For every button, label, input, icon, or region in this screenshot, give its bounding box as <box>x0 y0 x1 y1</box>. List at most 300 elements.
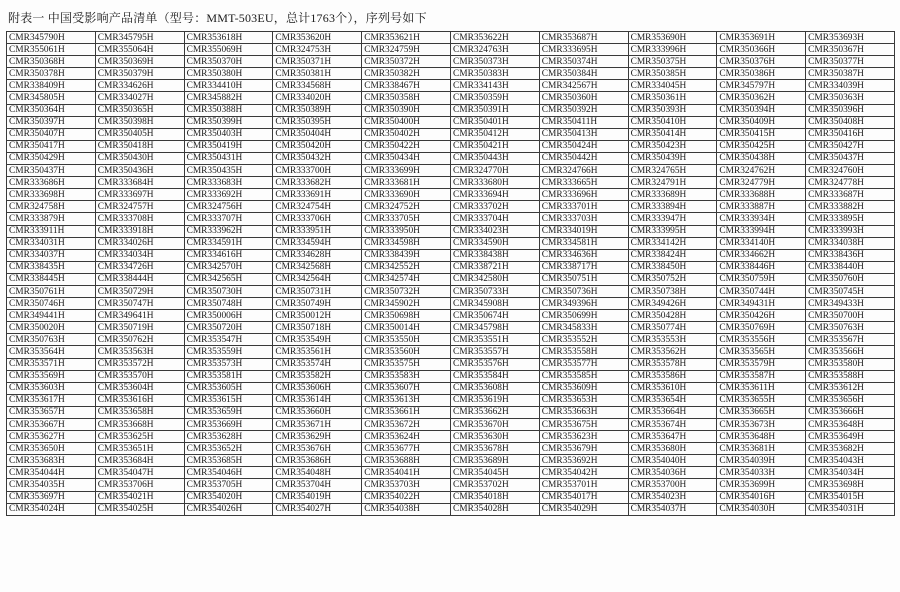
serial-cell: CMR345805H <box>7 92 96 104</box>
serial-cell: CMR353692H <box>539 455 628 467</box>
table-row <box>7 346 895 358</box>
serial-cell: CMR334726H <box>95 261 184 273</box>
serial-cell: CMR353659H <box>184 406 273 418</box>
table-row <box>7 479 895 491</box>
serial-cell: CMR350418H <box>95 140 184 152</box>
serial-cell: CMR354041H <box>362 467 451 479</box>
serial-cell: CMR353611H <box>717 382 806 394</box>
serial-cell: CMR350387H <box>806 68 895 80</box>
serial-cell: CMR350359H <box>450 92 539 104</box>
serial-cell: CMR350367H <box>806 44 895 56</box>
serial-cell: CMR354017H <box>539 491 628 503</box>
serial-cell: CMR333962H <box>184 225 273 237</box>
serial-cell: CMR350719H <box>95 322 184 334</box>
serial-cell: CMR353706H <box>95 479 184 491</box>
serial-cell: CMR350377H <box>806 56 895 68</box>
serial-cell: CMR350443H <box>450 152 539 164</box>
serial-cell: CMR334026H <box>95 237 184 249</box>
serial-table-body <box>7 32 895 516</box>
serial-cell: CMR350424H <box>539 140 628 152</box>
serial-cell: CMR350762H <box>95 334 184 346</box>
serial-cell: CMR350408H <box>806 116 895 128</box>
serial-cell: CMR353582H <box>273 370 362 382</box>
serial-cell: CMR353556H <box>717 334 806 346</box>
serial-cell: CMR350400H <box>362 116 451 128</box>
serial-cell: CMR353572H <box>95 358 184 370</box>
serial-cell: CMR353559H <box>184 346 273 358</box>
serial-cell: CMR333995H <box>628 225 717 237</box>
serial-cell: CMR354045H <box>450 467 539 479</box>
serial-cell: CMR345908H <box>450 298 539 310</box>
serial-cell: CMR353607H <box>362 382 451 394</box>
serial-cell: CMR349396H <box>539 298 628 310</box>
serial-cell: CMR350401H <box>450 116 539 128</box>
serial-cell: CMR354048H <box>273 467 362 479</box>
serial-cell: CMR350425H <box>717 140 806 152</box>
serial-cell: CMR353608H <box>450 382 539 394</box>
serial-cell: CMR350362H <box>717 92 806 104</box>
serial-cell: CMR338717H <box>539 261 628 273</box>
table-row <box>7 503 895 515</box>
serial-cell: CMR334034H <box>95 249 184 261</box>
serial-cell: CMR333687H <box>806 189 895 201</box>
serial-cell: CMR350014H <box>362 322 451 334</box>
serial-cell: CMR333704H <box>450 213 539 225</box>
table-row <box>7 370 895 382</box>
serial-cell: CMR353564H <box>7 346 96 358</box>
serial-cell: CMR350375H <box>628 56 717 68</box>
serial-cell: CMR353574H <box>273 358 362 370</box>
serial-cell: CMR350392H <box>539 104 628 116</box>
serial-cell: CMR350369H <box>95 56 184 68</box>
serial-cell: CMR353619H <box>450 394 539 406</box>
serial-cell: CMR353567H <box>806 334 895 346</box>
table-row <box>7 128 895 140</box>
serial-cell: CMR350760H <box>806 273 895 285</box>
serial-cell: CMR354042H <box>539 467 628 479</box>
serial-cell: CMR324791H <box>628 177 717 189</box>
serial-cell: CMR354030H <box>717 503 806 515</box>
serial-cell: CMR353587H <box>717 370 806 382</box>
serial-cell: CMR353651H <box>95 443 184 455</box>
serial-cell: CMR350426H <box>717 310 806 322</box>
serial-cell: CMR349431H <box>717 298 806 310</box>
serial-cell: CMR353691H <box>717 32 806 44</box>
serial-cell: CMR350738H <box>628 285 717 297</box>
serial-cell: CMR333696H <box>539 189 628 201</box>
serial-cell: CMR350382H <box>362 68 451 80</box>
serial-cell: CMR338444H <box>95 273 184 285</box>
table-row <box>7 56 895 68</box>
serial-cell: CMR333694H <box>450 189 539 201</box>
serial-cell: CMR353658H <box>95 406 184 418</box>
serial-cell: CMR353697H <box>7 491 96 503</box>
serial-cell: CMR333697H <box>95 189 184 201</box>
table-row <box>7 455 895 467</box>
serial-cell: CMR324770H <box>450 165 539 177</box>
serial-cell: CMR334143H <box>450 80 539 92</box>
serial-cell: CMR350416H <box>806 128 895 140</box>
table-row <box>7 116 895 128</box>
serial-cell: CMR338440H <box>806 261 895 273</box>
serial-cell: CMR353671H <box>273 419 362 431</box>
serial-cell: CMR334598H <box>362 237 451 249</box>
serial-cell: CMR324753H <box>273 44 362 56</box>
serial-cell: CMR354044H <box>7 467 96 479</box>
serial-cell: CMR353588H <box>806 370 895 382</box>
serial-cell: CMR345795H <box>95 32 184 44</box>
serial-cell: CMR350763H <box>806 322 895 334</box>
serial-cell: CMR350390H <box>362 104 451 116</box>
serial-cell: CMR350376H <box>717 56 806 68</box>
serial-cell: CMR354020H <box>184 491 273 503</box>
serial-cell: CMR353652H <box>184 443 273 455</box>
serial-cell: CMR353575H <box>362 358 451 370</box>
serial-cell: CMR350366H <box>717 44 806 56</box>
serial-cell: CMR353560H <box>362 346 451 358</box>
serial-cell: CMR350438H <box>717 152 806 164</box>
serial-cell: CMR350396H <box>806 104 895 116</box>
serial-cell: CMR334037H <box>7 249 96 261</box>
serial-cell: CMR350769H <box>717 322 806 334</box>
serial-cell: CMR342567H <box>539 80 628 92</box>
serial-cell: CMR350405H <box>95 128 184 140</box>
serial-cell: CMR353624H <box>362 431 451 443</box>
serial-cell: CMR334027H <box>95 92 184 104</box>
serial-cell: CMR353647H <box>628 431 717 443</box>
serial-cell: CMR353583H <box>362 370 451 382</box>
serial-cell: CMR350404H <box>273 128 362 140</box>
serial-cell: CMR353699H <box>717 479 806 491</box>
table-row <box>7 491 895 503</box>
serial-cell: CMR350409H <box>717 116 806 128</box>
serial-cell: CMR334023H <box>450 225 539 237</box>
serial-cell: CMR333692H <box>184 189 273 201</box>
serial-cell: CMR324779H <box>717 177 806 189</box>
table-row <box>7 213 895 225</box>
serial-cell: CMR353566H <box>806 346 895 358</box>
serial-cell: CMR353584H <box>450 370 539 382</box>
serial-cell: CMR324757H <box>95 201 184 213</box>
serial-cell: CMR350745H <box>806 285 895 297</box>
serial-cell: CMR353693H <box>806 32 895 44</box>
serial-cell: CMR350751H <box>539 273 628 285</box>
serial-cell: CMR354026H <box>184 503 273 515</box>
serial-cell: CMR333698H <box>7 189 96 201</box>
serial-cell: CMR350423H <box>628 140 717 152</box>
serial-cell: CMR350774H <box>628 322 717 334</box>
serial-cell: CMR353650H <box>7 443 96 455</box>
serial-cell: CMR350731H <box>273 285 362 297</box>
serial-cell: CMR354038H <box>362 503 451 515</box>
serial-cell: CMR350413H <box>539 128 628 140</box>
serial-cell: CMR333706H <box>273 213 362 225</box>
serial-cell: CMR342570H <box>184 261 273 273</box>
serial-cell: CMR353571H <box>7 358 96 370</box>
table-row <box>7 140 895 152</box>
serial-cell: CMR353561H <box>273 346 362 358</box>
table-row <box>7 44 895 56</box>
serial-cell: CMR353670H <box>450 419 539 431</box>
serial-cell: CMR350403H <box>184 128 273 140</box>
serial-cell: CMR353585H <box>539 370 628 382</box>
serial-cell: CMR333681H <box>362 177 451 189</box>
serial-cell: CMR338409H <box>7 80 96 92</box>
serial-cell: CMR353549H <box>273 334 362 346</box>
serial-cell: CMR333689H <box>628 189 717 201</box>
serial-cell: CMR338467H <box>362 80 451 92</box>
serial-cell: CMR333708H <box>95 213 184 225</box>
serial-cell: CMR333688H <box>717 189 806 201</box>
serial-cell: CMR350420H <box>273 140 362 152</box>
serial-cell: CMR350430H <box>95 152 184 164</box>
serial-cell: CMR353656H <box>806 394 895 406</box>
table-row <box>7 80 895 92</box>
serial-cell: CMR350698H <box>362 310 451 322</box>
serial-cell: CMR353570H <box>95 370 184 382</box>
serial-cell: CMR353680H <box>628 443 717 455</box>
serial-cell: CMR350749H <box>273 298 362 310</box>
serial-cell: CMR350422H <box>362 140 451 152</box>
serial-cell: CMR350442H <box>539 152 628 164</box>
serial-cell: CMR333705H <box>362 213 451 225</box>
serial-cell: CMR350394H <box>717 104 806 116</box>
serial-cell: CMR342574H <box>362 273 451 285</box>
serial-cell: CMR342580H <box>450 273 539 285</box>
serial-cell: CMR353616H <box>95 394 184 406</box>
serial-cell: CMR350436H <box>95 165 184 177</box>
serial-cell: CMR353668H <box>95 419 184 431</box>
serial-cell: CMR333951H <box>273 225 362 237</box>
serial-cell: CMR353577H <box>539 358 628 370</box>
table-row <box>7 261 895 273</box>
serial-cell: CMR342552H <box>362 261 451 273</box>
serial-cell: CMR354036H <box>628 467 717 479</box>
serial-cell: CMR350732H <box>362 285 451 297</box>
serial-cell: CMR350733H <box>450 285 539 297</box>
serial-cell: CMR350378H <box>7 68 96 80</box>
serial-cell: CMR353662H <box>450 406 539 418</box>
serial-cell: CMR353603H <box>7 382 96 394</box>
serial-cell: CMR353701H <box>539 479 628 491</box>
serial-cell: CMR354033H <box>717 467 806 479</box>
serial-cell: CMR324756H <box>184 201 273 213</box>
serial-cell: CMR350439H <box>628 152 717 164</box>
serial-cell: CMR350368H <box>7 56 96 68</box>
serial-cell: CMR353661H <box>362 406 451 418</box>
table-row <box>7 68 895 80</box>
serial-cell: CMR353586H <box>628 370 717 382</box>
serial-cell: CMR350365H <box>95 104 184 116</box>
serial-cell: CMR353569H <box>7 370 96 382</box>
serial-cell: CMR353648H <box>717 431 806 443</box>
serial-cell: CMR345833H <box>539 322 628 334</box>
serial-cell: CMR333918H <box>95 225 184 237</box>
serial-cell: CMR345790H <box>7 32 96 44</box>
serial-cell: CMR350747H <box>95 298 184 310</box>
serial-cell: CMR354035H <box>7 479 96 491</box>
serial-cell: CMR353547H <box>184 334 273 346</box>
serial-cell: CMR353700H <box>628 479 717 491</box>
table-row <box>7 431 895 443</box>
serial-cell: CMR354046H <box>184 467 273 479</box>
serial-cell: CMR353630H <box>450 431 539 443</box>
serial-cell: CMR350412H <box>450 128 539 140</box>
serial-cell: CMR334591H <box>184 237 273 249</box>
serial-cell: CMR338436H <box>806 249 895 261</box>
serial-cell: CMR353621H <box>362 32 451 44</box>
serial-cell: CMR353629H <box>273 431 362 443</box>
serial-cell: CMR353669H <box>184 419 273 431</box>
serial-cell: CMR350364H <box>7 104 96 116</box>
serial-cell: CMR350431H <box>184 152 273 164</box>
serial-cell: CMR353704H <box>273 479 362 491</box>
serial-cell: CMR353677H <box>362 443 451 455</box>
serial-cell: CMR349641H <box>95 310 184 322</box>
serial-cell: CMR354022H <box>362 491 451 503</box>
serial-cell: CMR353578H <box>628 358 717 370</box>
serial-cell: CMR353614H <box>273 394 362 406</box>
serial-cell: CMR350419H <box>184 140 273 152</box>
serial-cell: CMR353557H <box>450 346 539 358</box>
serial-cell: CMR350437H <box>7 165 96 177</box>
serial-cell: CMR334662H <box>717 249 806 261</box>
serial-cell: CMR353581H <box>184 370 273 382</box>
serial-cell: CMR345798H <box>450 322 539 334</box>
serial-cell: CMR353649H <box>806 431 895 443</box>
serial-cell: CMR353610H <box>628 382 717 394</box>
serial-cell: CMR334581H <box>539 237 628 249</box>
serial-cell: CMR334616H <box>184 249 273 261</box>
serial-cell: CMR324754H <box>273 201 362 213</box>
serial-cell: CMR334019H <box>539 225 628 237</box>
serial-cell: CMR350006H <box>184 310 273 322</box>
serial-cell: CMR333882H <box>806 201 895 213</box>
serial-cell: CMR350410H <box>628 116 717 128</box>
serial-cell: CMR350385H <box>628 68 717 80</box>
serial-cell: CMR333947H <box>628 213 717 225</box>
serial-cell: CMR350434H <box>362 152 451 164</box>
serial-cell: CMR353673H <box>717 419 806 431</box>
serial-cell: CMR354034H <box>806 467 895 479</box>
serial-cell: CMR354027H <box>273 503 362 515</box>
serial-cell: CMR353580H <box>806 358 895 370</box>
serial-cell: CMR334038H <box>806 237 895 249</box>
serial-cell: CMR334636H <box>539 249 628 261</box>
serial-cell: CMR353605H <box>184 382 273 394</box>
serial-cell: CMR353655H <box>717 394 806 406</box>
table-row <box>7 419 895 431</box>
serial-cell: CMR354040H <box>628 455 717 467</box>
serial-cell: CMR353688H <box>362 455 451 467</box>
serial-cell: CMR350395H <box>273 116 362 128</box>
serial-cell: CMR353672H <box>362 419 451 431</box>
serial-cell: CMR353689H <box>450 455 539 467</box>
serial-cell: CMR353609H <box>539 382 628 394</box>
serial-cell: CMR350674H <box>450 310 539 322</box>
serial-cell: CMR350398H <box>95 116 184 128</box>
serial-cell: CMR350380H <box>184 68 273 80</box>
serial-cell: CMR333684H <box>95 177 184 189</box>
serial-cell: CMR353685H <box>184 455 273 467</box>
serial-cell: CMR353654H <box>628 394 717 406</box>
serial-cell: CMR350736H <box>539 285 628 297</box>
serial-cell: CMR350746H <box>7 298 96 310</box>
serial-cell: CMR353627H <box>7 431 96 443</box>
serial-cell: CMR333695H <box>539 44 628 56</box>
serial-cell: CMR333950H <box>362 225 451 237</box>
serial-cell: CMR353558H <box>539 346 628 358</box>
serial-cell: CMR334039H <box>806 80 895 92</box>
serial-cell: CMR345882H <box>184 92 273 104</box>
serial-cell: CMR350761H <box>7 285 96 297</box>
serial-cell: CMR354029H <box>539 503 628 515</box>
serial-cell: CMR353698H <box>806 479 895 491</box>
serial-cell: CMR333996H <box>628 44 717 56</box>
table-row <box>7 358 895 370</box>
serial-cell: CMR353686H <box>273 455 362 467</box>
serial-cell: CMR353604H <box>95 382 184 394</box>
serial-cell: CMR333686H <box>7 177 96 189</box>
serial-cell: CMR353550H <box>362 334 451 346</box>
table-row <box>7 152 895 164</box>
serial-cell: CMR334142H <box>628 237 717 249</box>
serial-cell: CMR353552H <box>539 334 628 346</box>
serial-cell: CMR353657H <box>7 406 96 418</box>
table-row <box>7 225 895 237</box>
serial-cell: CMR354039H <box>717 455 806 467</box>
serial-cell: CMR334594H <box>273 237 362 249</box>
serial-cell: CMR333699H <box>362 165 451 177</box>
serial-cell: CMR350397H <box>7 116 96 128</box>
serial-cell: CMR354016H <box>717 491 806 503</box>
serial-cell: CMR350414H <box>628 128 717 140</box>
serial-cell: CMR350437H <box>806 152 895 164</box>
serial-cell: CMR350374H <box>539 56 628 68</box>
serial-cell: CMR324765H <box>628 165 717 177</box>
serial-cell: CMR355061H <box>7 44 96 56</box>
serial-cell: CMR350407H <box>7 128 96 140</box>
table-row <box>7 249 895 261</box>
serial-cell: CMR350360H <box>539 92 628 104</box>
serial-cell: CMR333701H <box>539 201 628 213</box>
serial-cell: CMR350411H <box>539 116 628 128</box>
serial-cell: CMR338435H <box>7 261 96 273</box>
serial-cell: CMR354015H <box>806 491 895 503</box>
serial-cell: CMR350372H <box>362 56 451 68</box>
serial-cell: CMR342564H <box>273 273 362 285</box>
serial-cell: CMR324758H <box>7 201 96 213</box>
serial-cell: CMR353665H <box>717 406 806 418</box>
serial-cell: CMR338445H <box>7 273 96 285</box>
serial-cell: CMR354024H <box>7 503 96 515</box>
serial-cell: CMR342568H <box>273 261 362 273</box>
serial-cell: CMR353683H <box>7 455 96 467</box>
serial-cell: CMR349433H <box>806 298 895 310</box>
serial-cell: CMR333691H <box>273 189 362 201</box>
serial-cell: CMR350361H <box>628 92 717 104</box>
serial-cell: CMR333934H <box>717 213 806 225</box>
serial-cell: CMR333895H <box>806 213 895 225</box>
serial-cell: CMR333879H <box>7 213 96 225</box>
serial-cell: CMR350415H <box>717 128 806 140</box>
serial-cell: CMR338450H <box>628 261 717 273</box>
serial-cell: CMR350427H <box>806 140 895 152</box>
serial-cell: CMR350700H <box>806 310 895 322</box>
serial-cell: CMR324766H <box>539 165 628 177</box>
serial-cell: CMR338439H <box>362 249 451 261</box>
serial-cell: CMR333703H <box>539 213 628 225</box>
